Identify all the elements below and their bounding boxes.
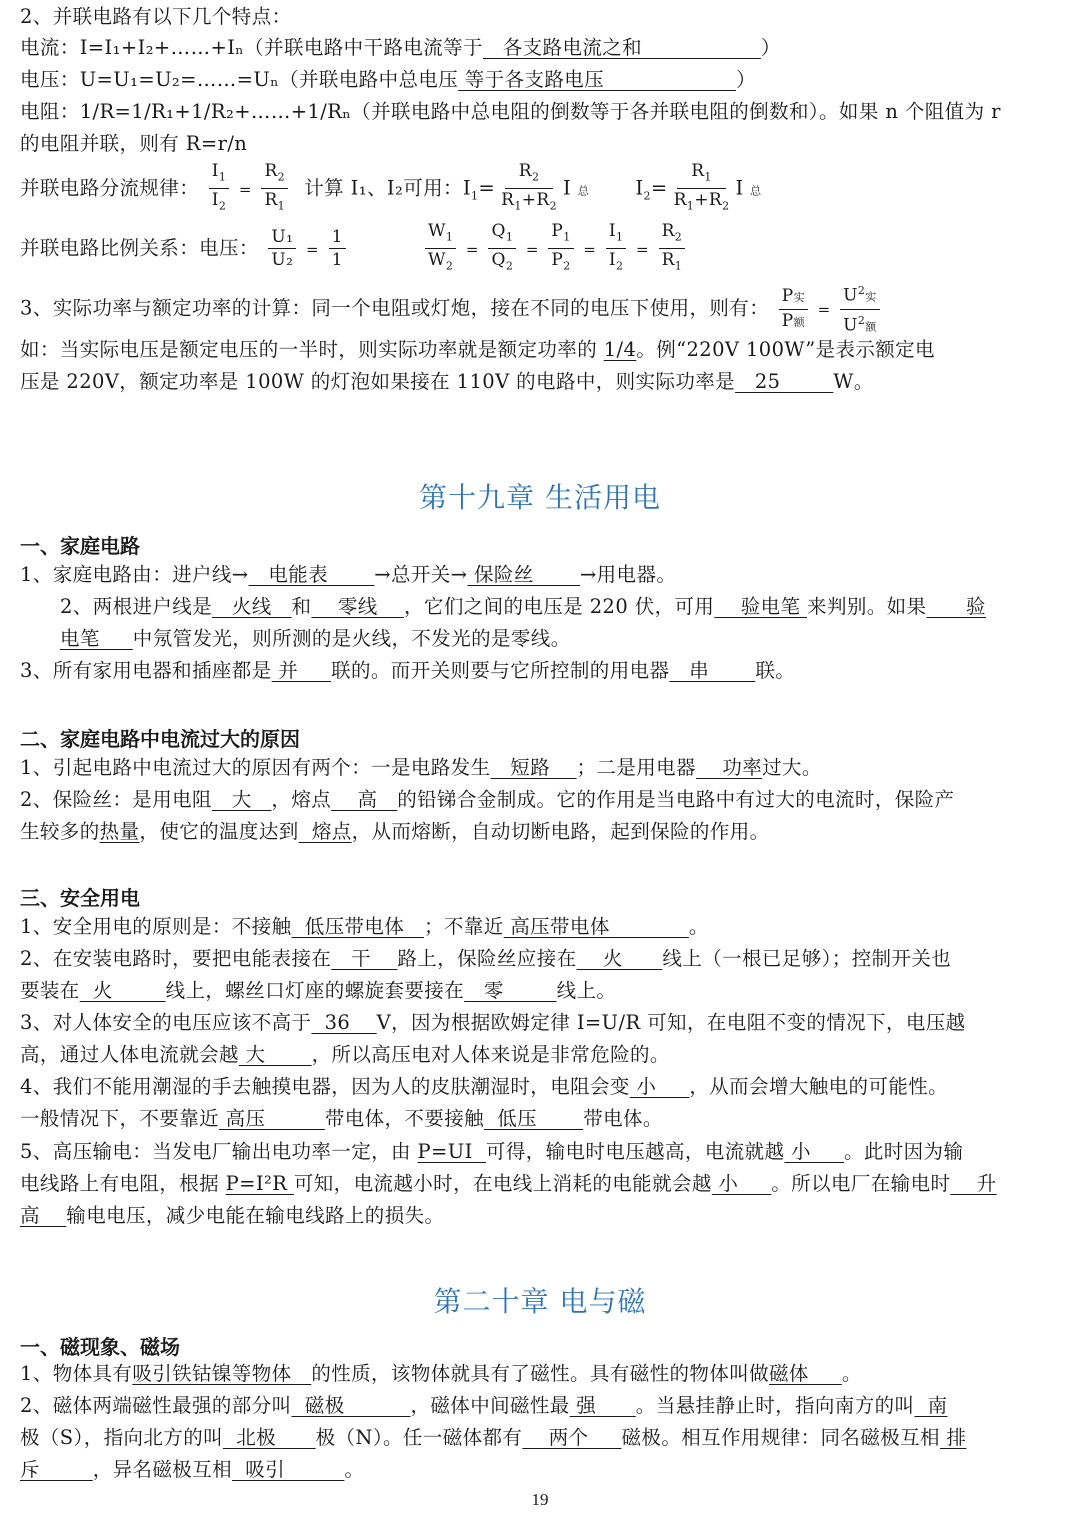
answer-blank: 熔点: [298, 820, 352, 843]
fraction-u2-actual-rated: [840, 280, 880, 338]
text-segment: 1、安全用电的原则是：不接触: [20, 915, 292, 938]
answer-blank: 强: [569, 1394, 636, 1417]
ch19-s2-line1: [20, 754, 1050, 782]
text-segment: ，磁体中间磁性最: [410, 1394, 570, 1417]
answer-blank: 串: [669, 659, 756, 682]
text-segment: 。: [688, 915, 709, 938]
answer-blank: P=UI: [417, 1140, 486, 1163]
text: （并联电路中总电阻的倒数等于各并联电阻的倒数和）。如果 n 个阻值为 r: [351, 100, 1001, 123]
text-segment: 3、所有家用电器和插座都是: [20, 659, 272, 682]
answer-blank: 并: [271, 659, 332, 682]
text-segment: $R_2$: [505, 160, 554, 189]
fraction-one: [329, 226, 346, 271]
subscript: 总: [750, 184, 762, 198]
text-segment: $W_2$: [428, 250, 454, 273]
text-segment: 1、物体具有: [20, 1362, 133, 1385]
text-segment: 2、保险丝：是用电阻: [20, 788, 212, 811]
text-segment: =: [525, 240, 539, 259]
text-segment: $U^2$额: [843, 313, 877, 336]
answer-blank: 小: [629, 1075, 690, 1098]
chapter-20-title: 第二十章 电与磁: [433, 1285, 647, 1318]
text: 压是 220V，额定功率是 100W 的灯泡如果接在 110V 的电路中，则实际功率是: [20, 370, 736, 393]
text-segment: →用电器。: [579, 563, 677, 586]
text: 如：当实际电压是额定电压的一半时，则实际功率就是额定功率的: [20, 338, 604, 361]
label: 计算 I₁、I₂可用：: [304, 176, 463, 200]
text-segment: 线上，螺丝口灯座的螺旋套要接在: [165, 979, 465, 1002]
answer-blank: 短路: [490, 756, 577, 779]
answer-blank: 火线: [212, 595, 292, 618]
text-segment: $R_2$: [261, 160, 288, 189]
fraction-w: [425, 220, 456, 278]
text-segment: 带电体，不要接触: [324, 1107, 485, 1130]
label: 电阻：: [20, 100, 80, 123]
section-heading: 一、磁现象、磁场: [20, 1335, 180, 1359]
text-segment: P额: [781, 310, 805, 331]
text-segment: 电线路上有电阻，根据: [20, 1172, 226, 1195]
text-segment: →总开关→: [374, 563, 468, 586]
text-segment: 来判别。如果: [807, 595, 927, 618]
text-segment: ，所以高压电对人体来说是非常危险的。: [311, 1043, 670, 1066]
text: ）: [760, 36, 781, 59]
ch19-s3-line1: [20, 913, 1050, 941]
text-segment: 路上，保险丝应接在: [397, 947, 577, 970]
text-segment: 可知，电流越小时，在电线上消耗的电能就会越: [293, 1172, 712, 1195]
text-segment: 1: [331, 250, 343, 271]
answer-blank: 大: [211, 788, 272, 811]
answer-blank: 低压带电体: [291, 915, 425, 938]
text-segment: 磁极。相互作用规律：同名磁极互相: [621, 1426, 940, 1449]
answer-blank: 功率: [695, 756, 763, 779]
answer-blank: 北极: [223, 1426, 316, 1449]
answer-blank: 36: [311, 1011, 377, 1034]
text-segment: 2、磁体两端磁性最强的部分叫: [20, 1394, 292, 1417]
text-segment: 线上。: [556, 979, 617, 1002]
text-segment: $Q_2$: [491, 250, 514, 273]
text-segment: 极（S），指向北方的叫: [20, 1426, 224, 1449]
ch20-s1-line4: [20, 1456, 1050, 1484]
ch19-s3-line2: [20, 945, 1050, 973]
text-segment: =: [635, 240, 649, 259]
text-segment: ；二是用电器: [576, 756, 696, 779]
fraction-i2-formula: [671, 160, 733, 218]
text: 。例“220V 100W”是表示额定电: [636, 338, 935, 361]
answer-blank: 吸引: [232, 1458, 345, 1481]
text-segment: $R_1+R_2$: [501, 190, 558, 213]
answer-blank: 验: [926, 595, 986, 618]
section-heading: 三、安全用电: [20, 886, 140, 910]
text-segment: =: [305, 240, 319, 259]
text-segment: $I_1$: [209, 160, 230, 189]
label: 并联电路分流规律：: [20, 176, 200, 200]
ch19-s1-line3: [60, 625, 1050, 653]
text-segment: 的铅锑合金制成。它的作用是当电路中有过大的电流时，保险产: [397, 788, 955, 811]
ch19-s3-line10: [20, 1202, 1050, 1230]
text-segment: $R_2$: [659, 220, 686, 249]
ch19-s1-line2: [60, 593, 1050, 621]
text: W。: [833, 370, 874, 393]
text-segment: 输电电压，减少电能在输电线路上的损失。: [66, 1204, 445, 1227]
formula: U=U₁=U₂=……=Uₙ: [79, 68, 280, 91]
ch19-s3-line7: [20, 1105, 1050, 1133]
fraction-i1-formula: [498, 160, 560, 218]
text-segment: 联的。而开关则要与它所控制的用电器: [331, 659, 670, 682]
answer-blank: 火: [79, 979, 166, 1002]
text-segment: 2、两根进户线是: [60, 595, 213, 618]
answer-blank: 低压: [484, 1107, 584, 1130]
page-number: 19: [531, 1490, 549, 1509]
text-segment: ，从而会增大触电的可能性。: [689, 1075, 949, 1098]
answer-blank: 排: [939, 1426, 967, 1449]
power-line-2: [20, 336, 1050, 364]
ch20-s1-line1: [20, 1360, 1050, 1388]
text-segment: 1、家庭电路由：进户线→: [20, 563, 249, 586]
text-segment: ，异名磁极互相: [92, 1458, 233, 1481]
formula: I=I₁+I₂+……+Iₙ: [79, 36, 245, 59]
text-segment: $W_1$: [425, 220, 456, 249]
text-segment: 4、我们不能用潮湿的手去触摸电器，因为人的皮肤潮湿时，电阻会变: [20, 1075, 630, 1098]
answer-blank: 小: [784, 1140, 844, 1163]
section-heading: 一、家庭电路: [20, 534, 140, 558]
answer-blank: 电笔: [60, 627, 133, 650]
text-segment: $R_1$: [661, 250, 683, 273]
answer-blank: 磁体: [769, 1362, 842, 1385]
fraction-i1-i2: [209, 160, 230, 218]
answer-blank: 吸引铁钴镍等物体: [132, 1362, 312, 1385]
fraction-i: [606, 220, 627, 278]
text-segment: 和: [291, 595, 312, 618]
text-segment: 带电体。: [583, 1107, 663, 1130]
text-segment: $I_2$: [211, 190, 227, 213]
ratio-line: [20, 220, 1050, 278]
ch20-s1-line3: [20, 1424, 1050, 1452]
ch19-s2-line2: [20, 786, 1050, 814]
answer-blank: 验电笔: [714, 595, 808, 618]
answer-blank: 1/4: [603, 338, 637, 361]
power-line-1: [20, 280, 1050, 338]
ch19-s3-line9: [20, 1170, 1050, 1198]
text-segment: 极（N）。任一磁体都有: [315, 1426, 523, 1449]
ch19-s1-line4: [20, 657, 1050, 685]
text-segment: 。: [344, 1458, 365, 1481]
text-segment: U₂: [271, 250, 294, 271]
text-segment: $Q_1$: [488, 220, 516, 249]
text-segment: ，从而熔断，自动切断电路，起到保险的作用。: [351, 820, 770, 843]
text-segment: ；不靠近: [424, 915, 504, 938]
text-segment: 2、在安装电路时，要把电能表接在: [20, 947, 332, 970]
answer-blank: 大: [238, 1043, 312, 1066]
text-segment: =: [238, 180, 252, 199]
text-segment: $P_1$: [548, 220, 573, 249]
ch20-s1-line2: [20, 1392, 1050, 1420]
power-line-3: [20, 368, 1050, 396]
text-segment: 实: [865, 290, 877, 304]
text-segment: 1、引起电路中电流过大的原因有两个：一是电路发生: [20, 756, 491, 779]
answer-blank: 磁极: [291, 1394, 411, 1417]
parallel-voltage-line: [20, 66, 1050, 94]
text: （并联电路中总电压: [279, 68, 459, 91]
chapter-19-title: 第十九章 生活用电: [419, 481, 661, 514]
formula: 1/R=1/R₁+1/R₂+……+1/Rₙ: [79, 100, 352, 123]
text-segment: $P_2$: [551, 250, 571, 273]
parallel-current-line: [20, 34, 1050, 62]
text-segment: 。: [841, 1362, 862, 1385]
text-segment: $I_1$: [606, 220, 627, 249]
answer-blank: 火: [576, 947, 663, 970]
answer-blank: 高: [20, 1204, 67, 1227]
text-segment: U₁: [268, 226, 296, 249]
fraction-p: [548, 220, 573, 278]
ch19-s3-line4: [20, 1009, 1050, 1037]
label: 并联电路比例关系：电压：: [20, 236, 259, 260]
text-segment: 一般情况下，不要靠近: [20, 1107, 220, 1130]
text-segment: 5、高压输电：当发电厂输出电功率一定，由: [20, 1140, 418, 1163]
text-segment: 实: [793, 290, 805, 304]
label: 电流：: [20, 36, 80, 59]
answer-blank: 热量: [99, 820, 140, 843]
ch19-s1-line1: [20, 561, 1050, 589]
subscript: 总: [577, 184, 590, 198]
text-segment: 3、对人体安全的电压应该不高于: [20, 1011, 312, 1034]
answer-blank: 25: [735, 370, 834, 393]
text-segment: ，熔点: [271, 788, 332, 811]
parallel-heading: 2、并联电路有以下几个特点：: [20, 5, 292, 28]
text: （并联电路中干路电流等于: [244, 36, 483, 59]
text-segment: 的性质，该物体就具有了磁性。具有磁性的物体叫做: [311, 1362, 770, 1385]
text-segment: 过大。: [762, 756, 822, 779]
text-segment: 生较多的: [20, 820, 100, 843]
text-segment: =: [583, 240, 597, 259]
answer-blank: 高压: [219, 1107, 325, 1130]
text: ）: [736, 68, 756, 91]
text-segment: 中氖管发光，则所测的是火线，不发光的是零线。: [132, 627, 571, 650]
text-segment: ，它们之间的电压是 220 伏，可用: [404, 595, 715, 618]
text-segment: 1: [329, 226, 346, 249]
fraction-r: [659, 220, 686, 278]
section-heading: 二、家庭电路中电流过大的原因: [20, 727, 300, 751]
text-segment: 额: [865, 320, 877, 334]
fraction-r2-r1: [261, 160, 288, 218]
answer-blank: 电能表: [248, 563, 375, 586]
answer-blank: 两个: [522, 1426, 622, 1449]
split-rule-line: 并联电路分流规律： $\frac{I_1}{I_2}$ = $\frac{R_2}{R_1}$ 计算 I₁、I₂可用：$I_1=$ $\frac{R_2}{R_1+R_2}$ I 总 $I_2=$ $\frac{R_1}{R_1+R_2}$ I 总: [20, 160, 1050, 221]
text-segment: $R_1+R_2$: [673, 190, 730, 213]
text-segment: =: [465, 240, 479, 259]
answer-blank: 高压带电体: [503, 915, 689, 938]
text-segment: $R_1$: [264, 190, 286, 213]
text-segment: 。当悬挂静止时，指向南方的叫: [635, 1394, 915, 1417]
text-segment: 。此时因为输: [843, 1140, 964, 1163]
answer-blank: 升: [950, 1172, 997, 1195]
text-segment: V，因为根据欧姆定律 I=U/R 可知，在电阻不变的情况下，电压越: [376, 1011, 966, 1034]
answer-blank: P=I²R: [225, 1172, 294, 1195]
text-segment: 额: [793, 315, 805, 329]
text: 3、实际功率与额定功率的计算：同一个电阻或灯炮，接在不同的电压下使用，则有：: [20, 296, 770, 320]
answer-blank: 等于各支路电压: [458, 68, 737, 91]
answer-blank: 零线: [311, 595, 405, 618]
fraction-p-actual-rated: [779, 285, 808, 334]
ch19-s3-line5: [20, 1041, 1050, 1069]
fraction-u1-u2: [268, 226, 296, 271]
text-segment: $U^2$实: [840, 280, 880, 310]
text-segment: ，使它的温度达到: [139, 820, 299, 843]
fraction-q: [488, 220, 516, 278]
ch19-s3-line3: [20, 977, 1050, 1005]
answer-blank: 南: [914, 1394, 948, 1417]
text-segment: 。所以电厂在输电时: [771, 1172, 951, 1195]
text-segment: $R_1$: [677, 160, 726, 189]
answer-blank: 斥: [20, 1458, 93, 1481]
text-segment: P实: [779, 285, 808, 310]
parallel-resistance-line: [20, 98, 1050, 126]
answer-blank: 保险丝: [467, 563, 580, 586]
text-segment: 高，通过人体电流就会越: [20, 1043, 239, 1066]
text-segment: 线上（一根已足够）；控制开关也: [662, 947, 952, 970]
label: 电压：: [20, 68, 80, 91]
ch19-s3-line8: [20, 1138, 1050, 1166]
answer-blank: 干: [331, 947, 398, 970]
answer-blank: 各支路电流之和: [482, 36, 761, 59]
text-segment: $I_2$: [608, 250, 624, 273]
answer-blank: 高: [331, 788, 398, 811]
text-segment: 要装在: [20, 979, 80, 1002]
ch19-s3-line6: [20, 1073, 1050, 1101]
parallel-resistance-line2: 的电阻并联，则有 R=r/n: [20, 132, 248, 155]
text-segment: =: [817, 300, 831, 319]
ch19-s2-line3: [20, 818, 1050, 846]
answer-blank: 小: [711, 1172, 772, 1195]
answer-blank: 零: [464, 979, 557, 1002]
text-segment: 联。: [755, 659, 796, 682]
text-segment: 可得，输电时电压越高，电流就越: [485, 1140, 785, 1163]
